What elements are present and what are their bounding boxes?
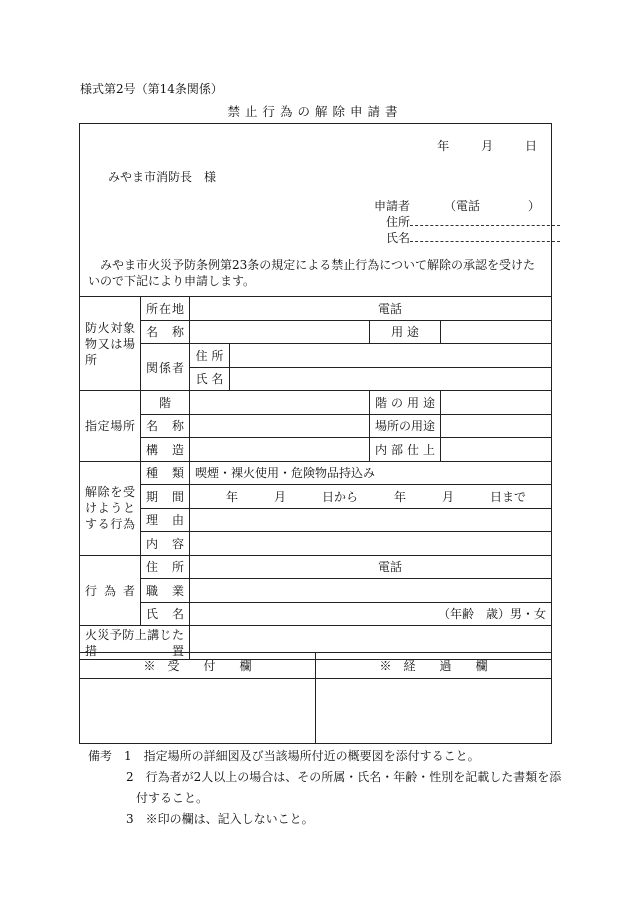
name-field[interactable] <box>410 230 560 242</box>
application-header <box>79 123 552 296</box>
application-table <box>79 296 552 660</box>
form-number: 様式第2号（第14条関係） <box>80 82 223 96</box>
interior-label: 内 部 仕 上 <box>370 438 441 462</box>
year-label: 年 <box>437 139 450 153</box>
use-label: 用 途 <box>370 320 441 344</box>
interior-input[interactable] <box>441 438 552 462</box>
date-line <box>419 137 537 154</box>
party-label: 関係者 <box>141 344 190 391</box>
age-sex[interactable]: （年齢 歳）男・女 <box>190 602 552 626</box>
tel-label: 電話 <box>190 297 552 321</box>
notes-label: 備考 <box>88 749 113 763</box>
applicant-name-label: 氏名 <box>386 231 411 245</box>
floor-use-input[interactable] <box>441 391 552 415</box>
note-3: 3 ※印の欄は、記入しないこと。 <box>126 812 314 826</box>
form-title: 禁止行為の解除申請書 <box>227 104 403 119</box>
intro-text: みやま市火災予防条例第23条の規定による禁止行為について解除の承認を受けたいので下記により申請します。 <box>88 258 536 288</box>
actor-header: 行為者 <box>80 555 141 626</box>
floor-use-label: 階 の 用 途 <box>370 391 441 415</box>
address-field[interactable] <box>410 214 560 226</box>
applicant-label: 申請者 <box>374 199 411 213</box>
office-use-table <box>79 652 552 744</box>
name-input[interactable] <box>190 320 370 344</box>
notes <box>88 746 561 830</box>
reason-input[interactable] <box>190 508 552 532</box>
measures-label: 火災予防上講じた措置 <box>80 626 190 660</box>
applicant-block <box>374 198 560 246</box>
period-label: 期 間 <box>141 485 190 509</box>
period-value[interactable]: 年 月 日から 年 月 日まで <box>190 485 552 509</box>
reception-header: ※ 受 付 欄 <box>80 653 316 679</box>
place-use-label: 場所の用途 <box>370 414 441 438</box>
progress-header: ※ 経 過 欄 <box>316 653 552 679</box>
party-name-label: 氏 名 <box>190 367 230 391</box>
release-header: 解除を受けようとする行為 <box>80 461 141 555</box>
place-use-input[interactable] <box>441 414 552 438</box>
designated-name-label: 名 称 <box>141 414 190 438</box>
fire-target-header: 防火対象物又は場所 <box>80 297 141 391</box>
designated-name-input[interactable] <box>190 414 370 438</box>
party-name-input[interactable] <box>230 367 552 391</box>
party-address-input[interactable] <box>230 344 552 368</box>
location-label: 所在地 <box>141 297 190 321</box>
occupation-label: 職 業 <box>141 579 190 603</box>
occupation-input[interactable] <box>190 579 552 603</box>
structure-label: 構 造 <box>141 438 190 462</box>
applicant-address-label: 住所 <box>386 215 411 229</box>
kind-value[interactable]: 喫煙・裸火使用・危険物品持込み <box>190 461 552 485</box>
content-input[interactable] <box>190 532 552 556</box>
actor-name-label: 氏 名 <box>141 602 190 626</box>
floor-input[interactable] <box>190 391 370 415</box>
use-input[interactable] <box>441 320 552 344</box>
progress-box <box>316 679 552 744</box>
floor-label: 階 <box>141 391 190 415</box>
month-label: 月 <box>481 139 494 153</box>
reception-box <box>80 679 316 744</box>
party-address-label: 住 所 <box>190 344 230 368</box>
content-label: 内 容 <box>141 532 190 556</box>
applicant-tel: （電話 ） <box>444 199 541 213</box>
note-1: 1 指定場所の詳細図及び当該場所付近の概要図を添付すること。 <box>124 749 480 763</box>
actor-address-label: 住 所 <box>141 555 190 579</box>
structure-input[interactable] <box>190 438 370 462</box>
actor-tel-label: 電話 <box>190 555 552 579</box>
addressee: みやま市消防長 様 <box>108 170 217 184</box>
note-2a: 2 行為者が2人以上の場合は、その所属・氏名・年齢・性別を記載した書類を添 <box>126 770 562 784</box>
designated-header: 指定場所 <box>80 391 141 462</box>
kind-label: 種 類 <box>141 461 190 485</box>
reason-label: 理 由 <box>141 508 190 532</box>
name-label: 名 称 <box>141 320 190 344</box>
day-label: 日 <box>524 139 537 153</box>
note-2b: 付すること。 <box>136 791 209 805</box>
